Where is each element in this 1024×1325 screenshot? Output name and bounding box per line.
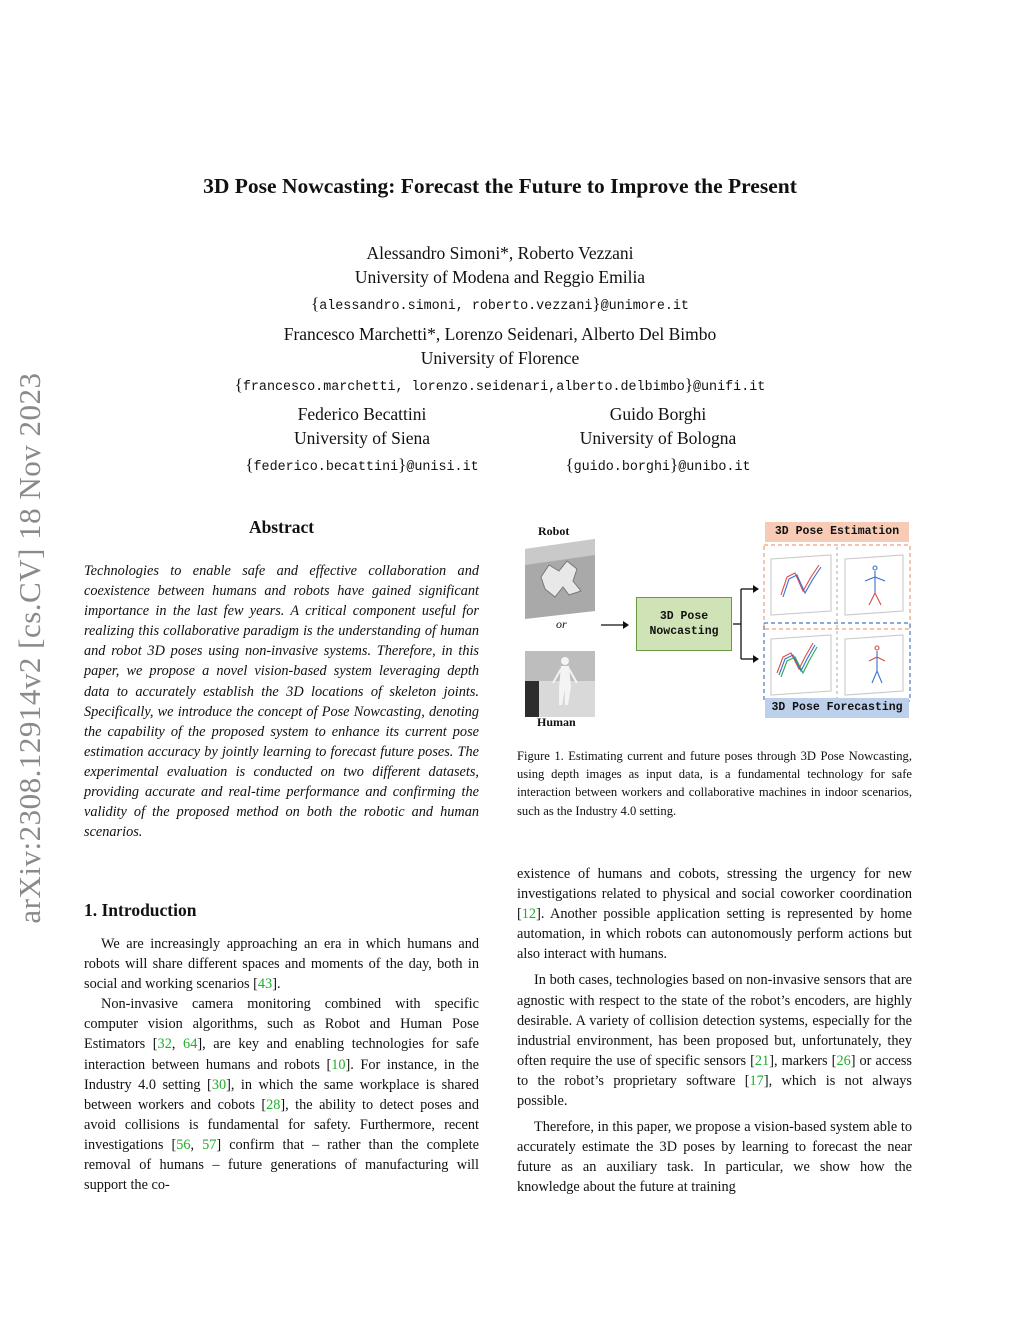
citation-link[interactable]: 26 bbox=[836, 1052, 851, 1069]
citation-link[interactable]: 17 bbox=[749, 1072, 764, 1089]
citation-link[interactable]: 10 bbox=[331, 1056, 346, 1073]
right-column-body bbox=[517, 864, 912, 1198]
author-group-3 bbox=[212, 402, 512, 480]
paragraph: existence of humans and cobots, stressing the urgency for new investigations related to physical and social coworker coordination [12]. Another possible application setting is represented by home automation, in which robots can autonomously perform actions but also interact with humans. bbox=[517, 866, 912, 963]
author-group-1 bbox=[0, 241, 1000, 319]
author-affiliation: University of Bologna bbox=[579, 428, 737, 448]
estimation-label: 3D Pose Estimation bbox=[765, 522, 909, 542]
paragraph: We are increasingly approaching an era in which humans and robots will share different spaces and moments of the day, both in social and working scenarios [43]. bbox=[84, 936, 479, 993]
citation-link[interactable]: 12 bbox=[521, 906, 537, 923]
paragraph: In both cases, technologies based on non-invasive sensors that are agnostic with respect to the state of the robot’s encoders, are highly desirable. A variety of collision detection systems, especially for the industrial environment, has been proposed but, unfortunately, they often require the use of specific sensors [21], markers [26] or access to the robot’s proprietary software [17], which is not always possible. bbox=[517, 972, 912, 1110]
author-names: Federico Becattini bbox=[297, 404, 427, 424]
author-affiliation: University of Florence bbox=[420, 348, 580, 368]
author-names: Alessandro Simoni*, Roberto Vezzani bbox=[366, 243, 634, 263]
pose-plot-robot-forecasting bbox=[771, 635, 831, 695]
author-email: {guido.borghi}@unibo.it bbox=[565, 455, 751, 475]
author-email: {francesco.marchetti, lorenzo.seidenari,alberto.delbimbo}@unifi.it bbox=[234, 375, 766, 395]
author-affiliation: University of Siena bbox=[293, 428, 431, 448]
introduction-body bbox=[84, 934, 479, 1195]
citation-link[interactable]: 21 bbox=[754, 1052, 770, 1069]
forecasting-label: 3D Pose Forecasting bbox=[765, 698, 909, 718]
or-label: or bbox=[556, 617, 567, 631]
citation-link[interactable]: 56 bbox=[176, 1136, 191, 1153]
citation-link[interactable]: 28 bbox=[266, 1096, 281, 1113]
author-affiliation: University of Modena and Reggio Emilia bbox=[354, 267, 646, 287]
author-email: {federico.becattini}@unisi.it bbox=[245, 455, 479, 475]
introduction-heading: 1. Introduction bbox=[84, 900, 197, 920]
citation-link[interactable]: 32 bbox=[157, 1036, 172, 1053]
paper-title: 3D Pose Nowcasting: Forecast the Future to Improve the Present bbox=[203, 174, 797, 198]
paragraph: Therefore, in this paper, we propose a vision-based system able to accurately estimate the 3D poses by learning to forecast the near future as an auxiliary task. In particular, we show how the knowledge about the future at training bbox=[517, 1119, 912, 1196]
author-names: Francesco Marchetti*, Lorenzo Seidenari, Alberto Del Bimbo bbox=[283, 324, 717, 344]
pose-plot-robot-estimation bbox=[771, 555, 831, 615]
citation-link[interactable]: 43 bbox=[257, 976, 273, 993]
paragraph: Non-invasive camera monitoring combined with specific computer vision algorithms, such as Robot and Human Pose Estimators [32, 64], are key and enabling technologies for safe interaction between humans and robots [10]. For instance, in the Industry 4.0 setting [30], in which the same workplace is shared between workers and cobots [28], the ability to detect poses and avoid collisions is fundamental for safety. Furthermore, recent investigations [56, 57] confirm that – rather than the complete removal of humans – future generations of manufacturing will support the co- bbox=[84, 996, 479, 1194]
abstract-text: Technologies to enable safe and effective collaboration and coexistence between humans and robots have gained significant importance in the last few years. A critical component useful for realizing this collaborative paradigm is the understanding of human and robot 3D poses using non-invasive systems. Therefore, in this paper, we propose a novel vision-based system leveraging depth data to accurately establish the 3D locations of skeleton joints. Specifically, we introduce the concept of Pose Nowcasting, denoting the capability of the proposed system to enhance its current pose estimation accuracy by jointly learning to forecast future poses. The experimental evaluation is conducted on two different datasets, providing accurate and real-time performance and confirming the validity of the proposed method on both the robotic and human scenarios. bbox=[84, 563, 479, 841]
author-group-4 bbox=[508, 402, 808, 480]
pose-plot-human-estimation bbox=[845, 555, 903, 615]
citation-link[interactable]: 57 bbox=[202, 1136, 217, 1153]
nowcasting-line: 3D Pose bbox=[659, 610, 709, 623]
author-group-2 bbox=[0, 322, 1000, 400]
nowcasting-box bbox=[636, 597, 732, 651]
robot-depth-image bbox=[525, 539, 595, 619]
abstract-heading: Abstract bbox=[248, 517, 315, 537]
citation-link[interactable]: 30 bbox=[211, 1076, 227, 1093]
robot-label: Robot bbox=[538, 524, 570, 538]
pose-plot-human-forecasting bbox=[845, 635, 903, 695]
human-depth-image bbox=[525, 651, 595, 717]
author-email: {alessandro.simoni, roberto.vezzani}@unimore.it bbox=[311, 294, 689, 314]
citation-link[interactable]: 64 bbox=[183, 1036, 198, 1053]
figure-caption: Figure 1. Estimating current and future poses through 3D Pose Nowcasting, using depth images as input data, is a fundamental technology for safe interaction between workers and collaborative machines in indoor scenarios, such as the Industry 4.0 setting. bbox=[517, 749, 912, 818]
human-label: Human bbox=[537, 715, 576, 729]
author-names: Guido Borghi bbox=[609, 404, 707, 424]
nowcasting-line: Nowcasting bbox=[649, 625, 719, 638]
arxiv-identifier: arXiv:2308.12914v2 [cs.CV] 18 Nov 2023 bbox=[12, 372, 47, 924]
